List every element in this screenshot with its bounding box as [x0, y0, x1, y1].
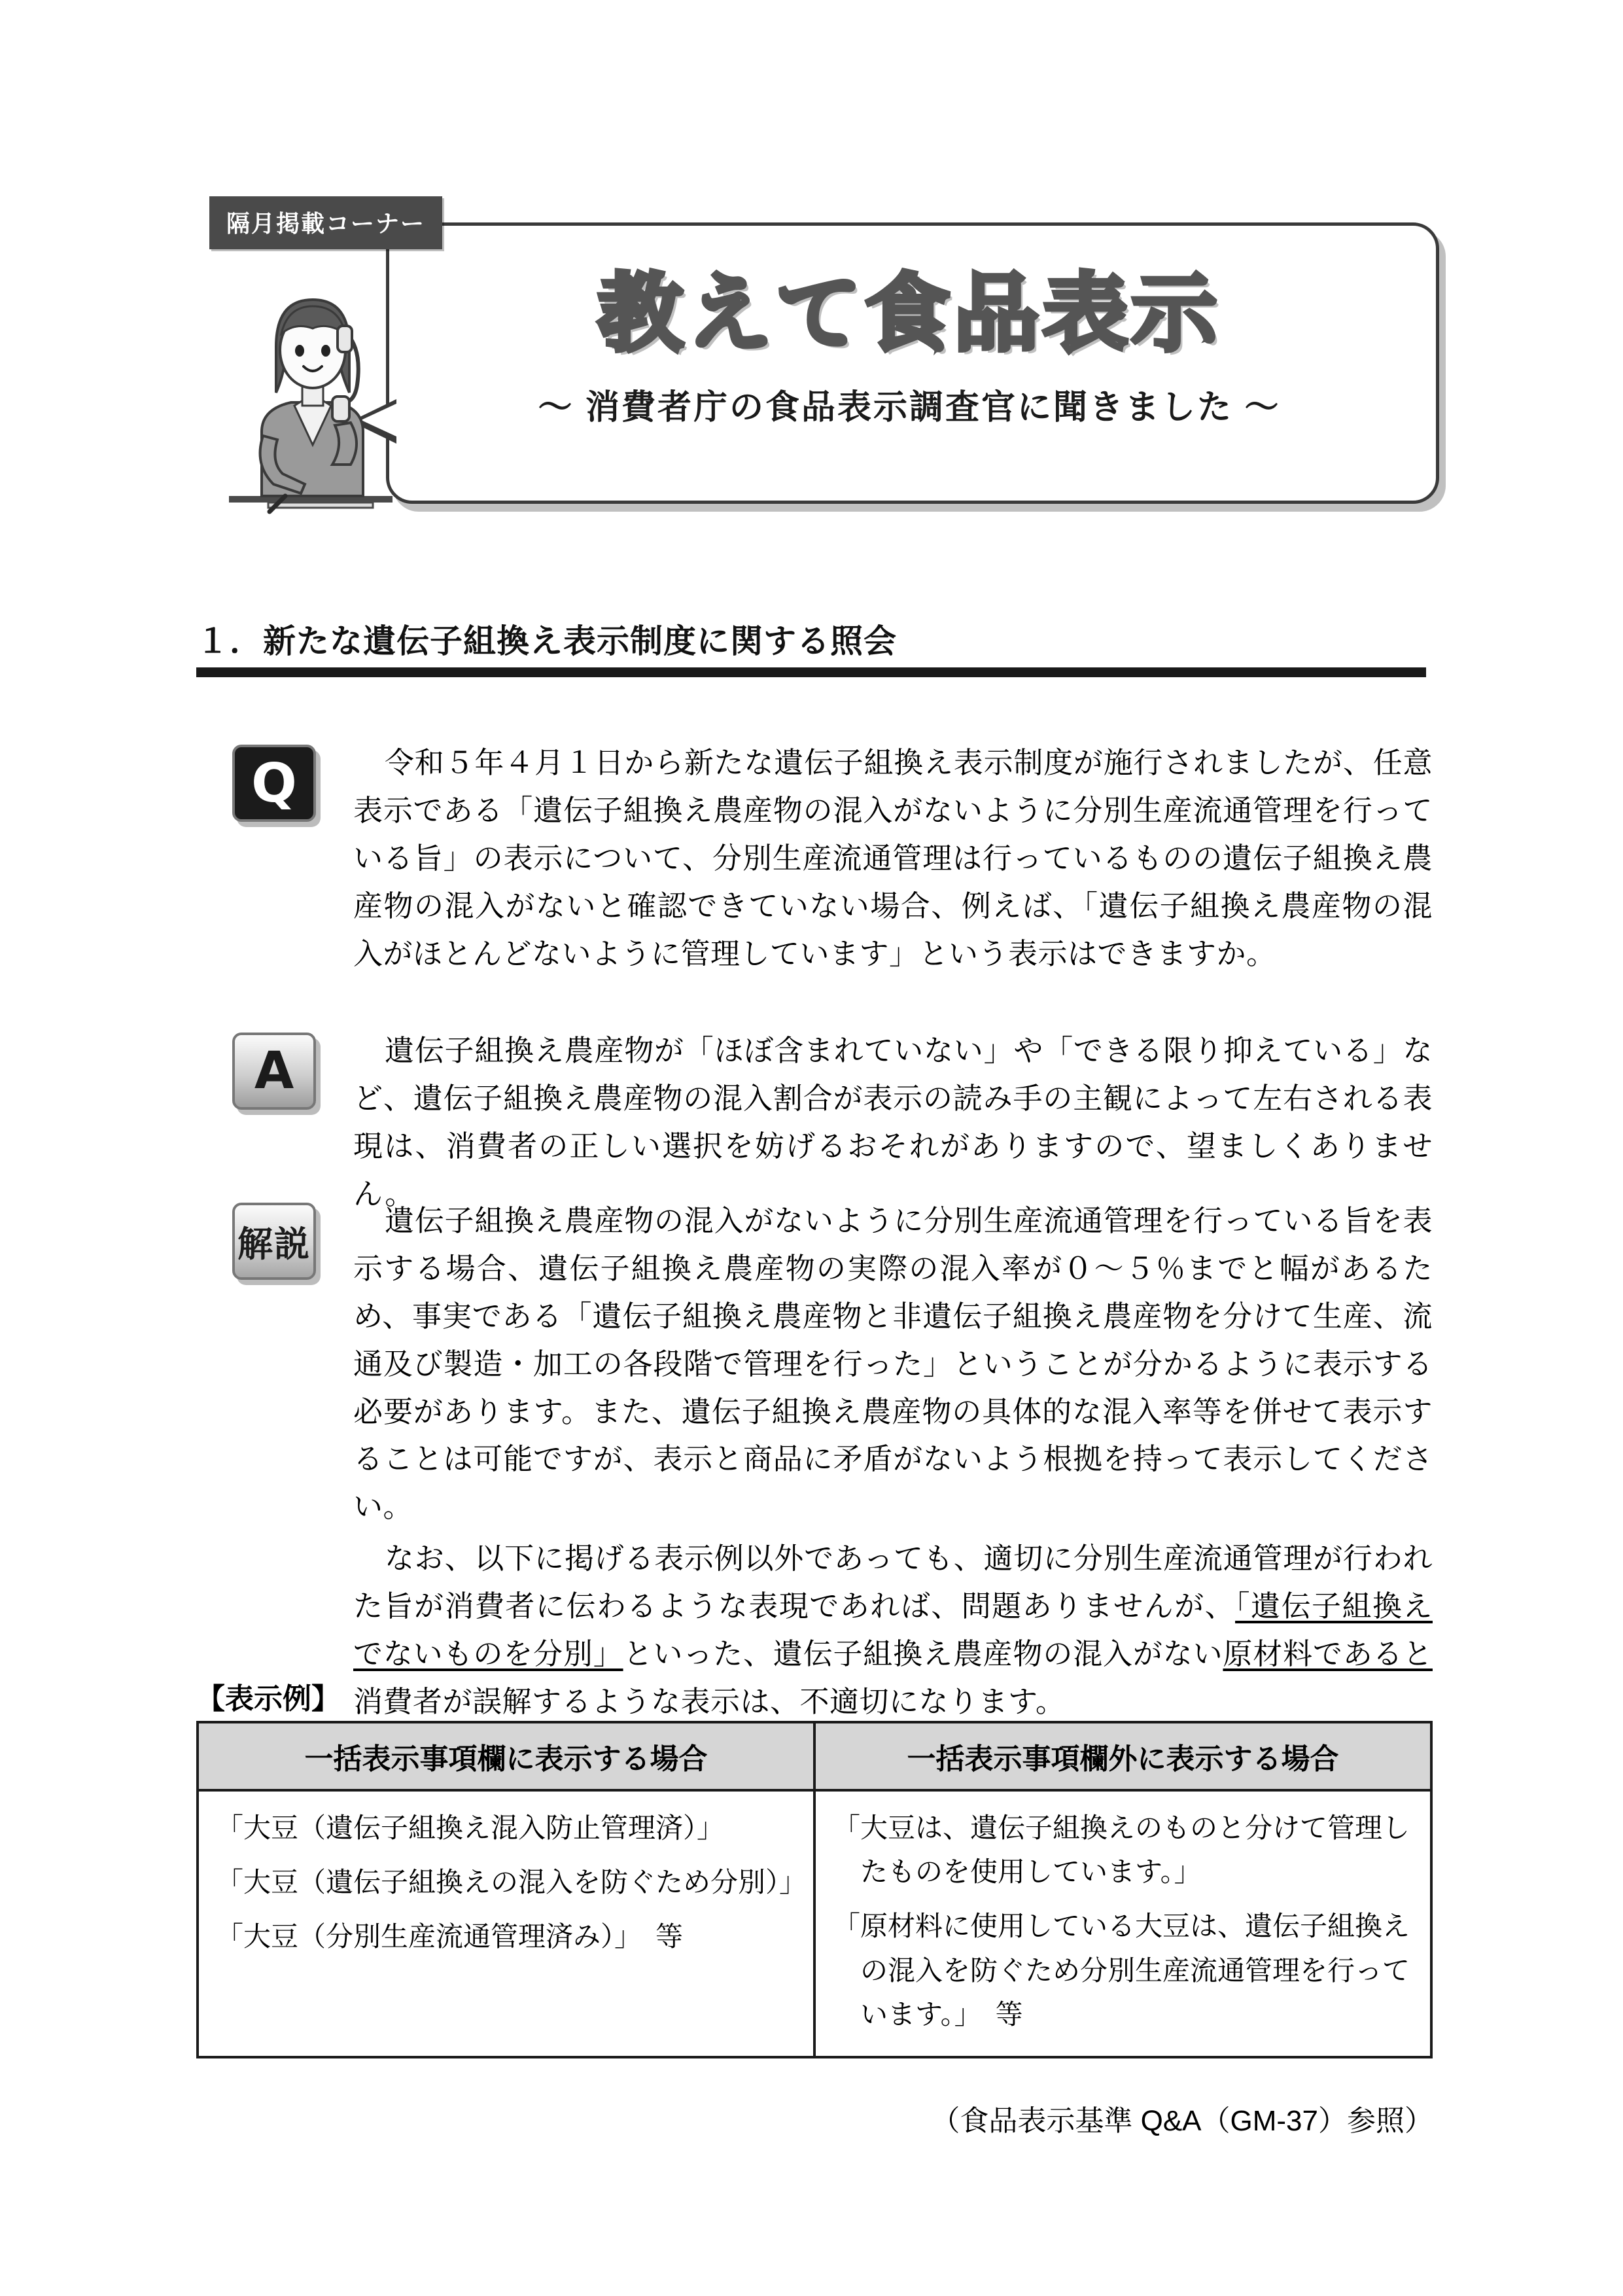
- commentary-p2-underline-1: 「遺伝子組換えでないものを分別」: [353, 1589, 1433, 1671]
- table-header-right: 一括表示事項欄外に表示する場合: [814, 1722, 1431, 1790]
- list-item: 「大豆（遺伝子組換え混入防止管理済）」: [216, 1812, 725, 1843]
- commentary-p2-part-b: といった、遺伝子組換え農産物の混入がない: [623, 1637, 1223, 1671]
- table-header-left: 一括表示事項欄に表示する場合: [198, 1722, 814, 1790]
- example-table: [196, 1721, 1433, 2058]
- commentary-paragraph-2: [353, 1535, 1433, 1726]
- list-item: 「大豆（遺伝子組換えの混入を防ぐため分別）」: [216, 1867, 807, 1898]
- list-item: 「原材料に使用している大豆は、遺伝子組換えの混入を防ぐため分別生産流通管理を行っています。」 等: [833, 1911, 1410, 2030]
- table-row: [198, 1790, 1431, 2057]
- answer-text: 遺伝子組換え農産物が「ほぼ含まれていない」や「できる限り抑えている」など、遺伝子組換え農産物の混入割合が表示の読み手の主観によって左右される表現は、消費者の正しい選択を妨げるおそれがありますので、望ましくありません。: [353, 1034, 1433, 1210]
- answer-text-wrap: [353, 1027, 1433, 1218]
- section-heading: [196, 615, 1426, 662]
- header-banner: [196, 183, 1439, 537]
- commentary-p2-part-a: なお、以下に掲げる表示例以外であっても、適切に分別生産流通管理が行われた旨が消費者に伝わるような表現であれば、問題ありませんが、: [353, 1542, 1433, 1623]
- table-cell-right: [814, 1790, 1431, 2057]
- phone-operator-illustration: [222, 268, 399, 530]
- table-header-row: [198, 1722, 1431, 1790]
- question-text: 令和５年４月１日から新たな遺伝子組換え表示制度が施行されましたが、任意表示である「遺伝子組換え農産物の混入がないように分別生産流通管理を行っている旨」の表示について、分別生産流通管理は行っているものの遺伝子組換え農産物の混入がないと確認できていない場合、例えば、「遺伝子組換え農産物の混入がほとんどないように管理しています」という表示はできますか。: [353, 746, 1433, 970]
- banner-title: 教えて食品表示: [597, 264, 1221, 363]
- example-label: 【表示例】: [196, 1683, 340, 1715]
- commentary-text-wrap: [353, 1197, 1433, 1726]
- question-badge: Q: [232, 745, 316, 822]
- reference-note: （食品表示基準 Q&A（GM-37）参照）: [931, 2105, 1433, 2137]
- answer-badge: A: [232, 1033, 316, 1110]
- banner-subtitle: ～ 消費者庁の食品表示調査官に聞きました ～: [538, 389, 1281, 427]
- section-heading-text: １．新たな遺伝子組換え表示制度に関する照会: [196, 623, 897, 660]
- list-item: 「大豆（分別生産流通管理済み）」 等: [216, 1921, 684, 1952]
- question-text-wrap: [353, 739, 1433, 978]
- commentary-badge: 解説: [232, 1203, 316, 1280]
- commentary-paragraph-1: 遺伝子組換え農産物の混入がないように分別生産流通管理を行っている旨を表示する場合、遺伝子組換え農産物の実際の混入率が０～５％までと幅があるため、事実である「遺伝子組換え農産物と非遺伝子組換え農産物を分けて生産、流通及び製造・加工の各段階で管理を行った」ということが分かるように表示する必要があります。また、遺伝子組換え農産物の具体的な混入率等を併せて表示することは可能ですが、表示と商品に矛盾がないよう根拠を持って表示してください。: [353, 1204, 1433, 1524]
- commentary-p2-underline-2: 原材料であると: [1223, 1637, 1433, 1671]
- corner-tag: 隔月掲載コーナー: [209, 196, 442, 249]
- commentary-p2-part-c: 消費者が誤解するような表示は、不適切になります。: [353, 1684, 1066, 1718]
- section-heading-rule: [196, 667, 1426, 675]
- list-item: 「大豆は、遺伝子組換えのものと分けて管理したものを使用しています。」: [833, 1812, 1410, 1888]
- table-cell-left: [198, 1790, 814, 2057]
